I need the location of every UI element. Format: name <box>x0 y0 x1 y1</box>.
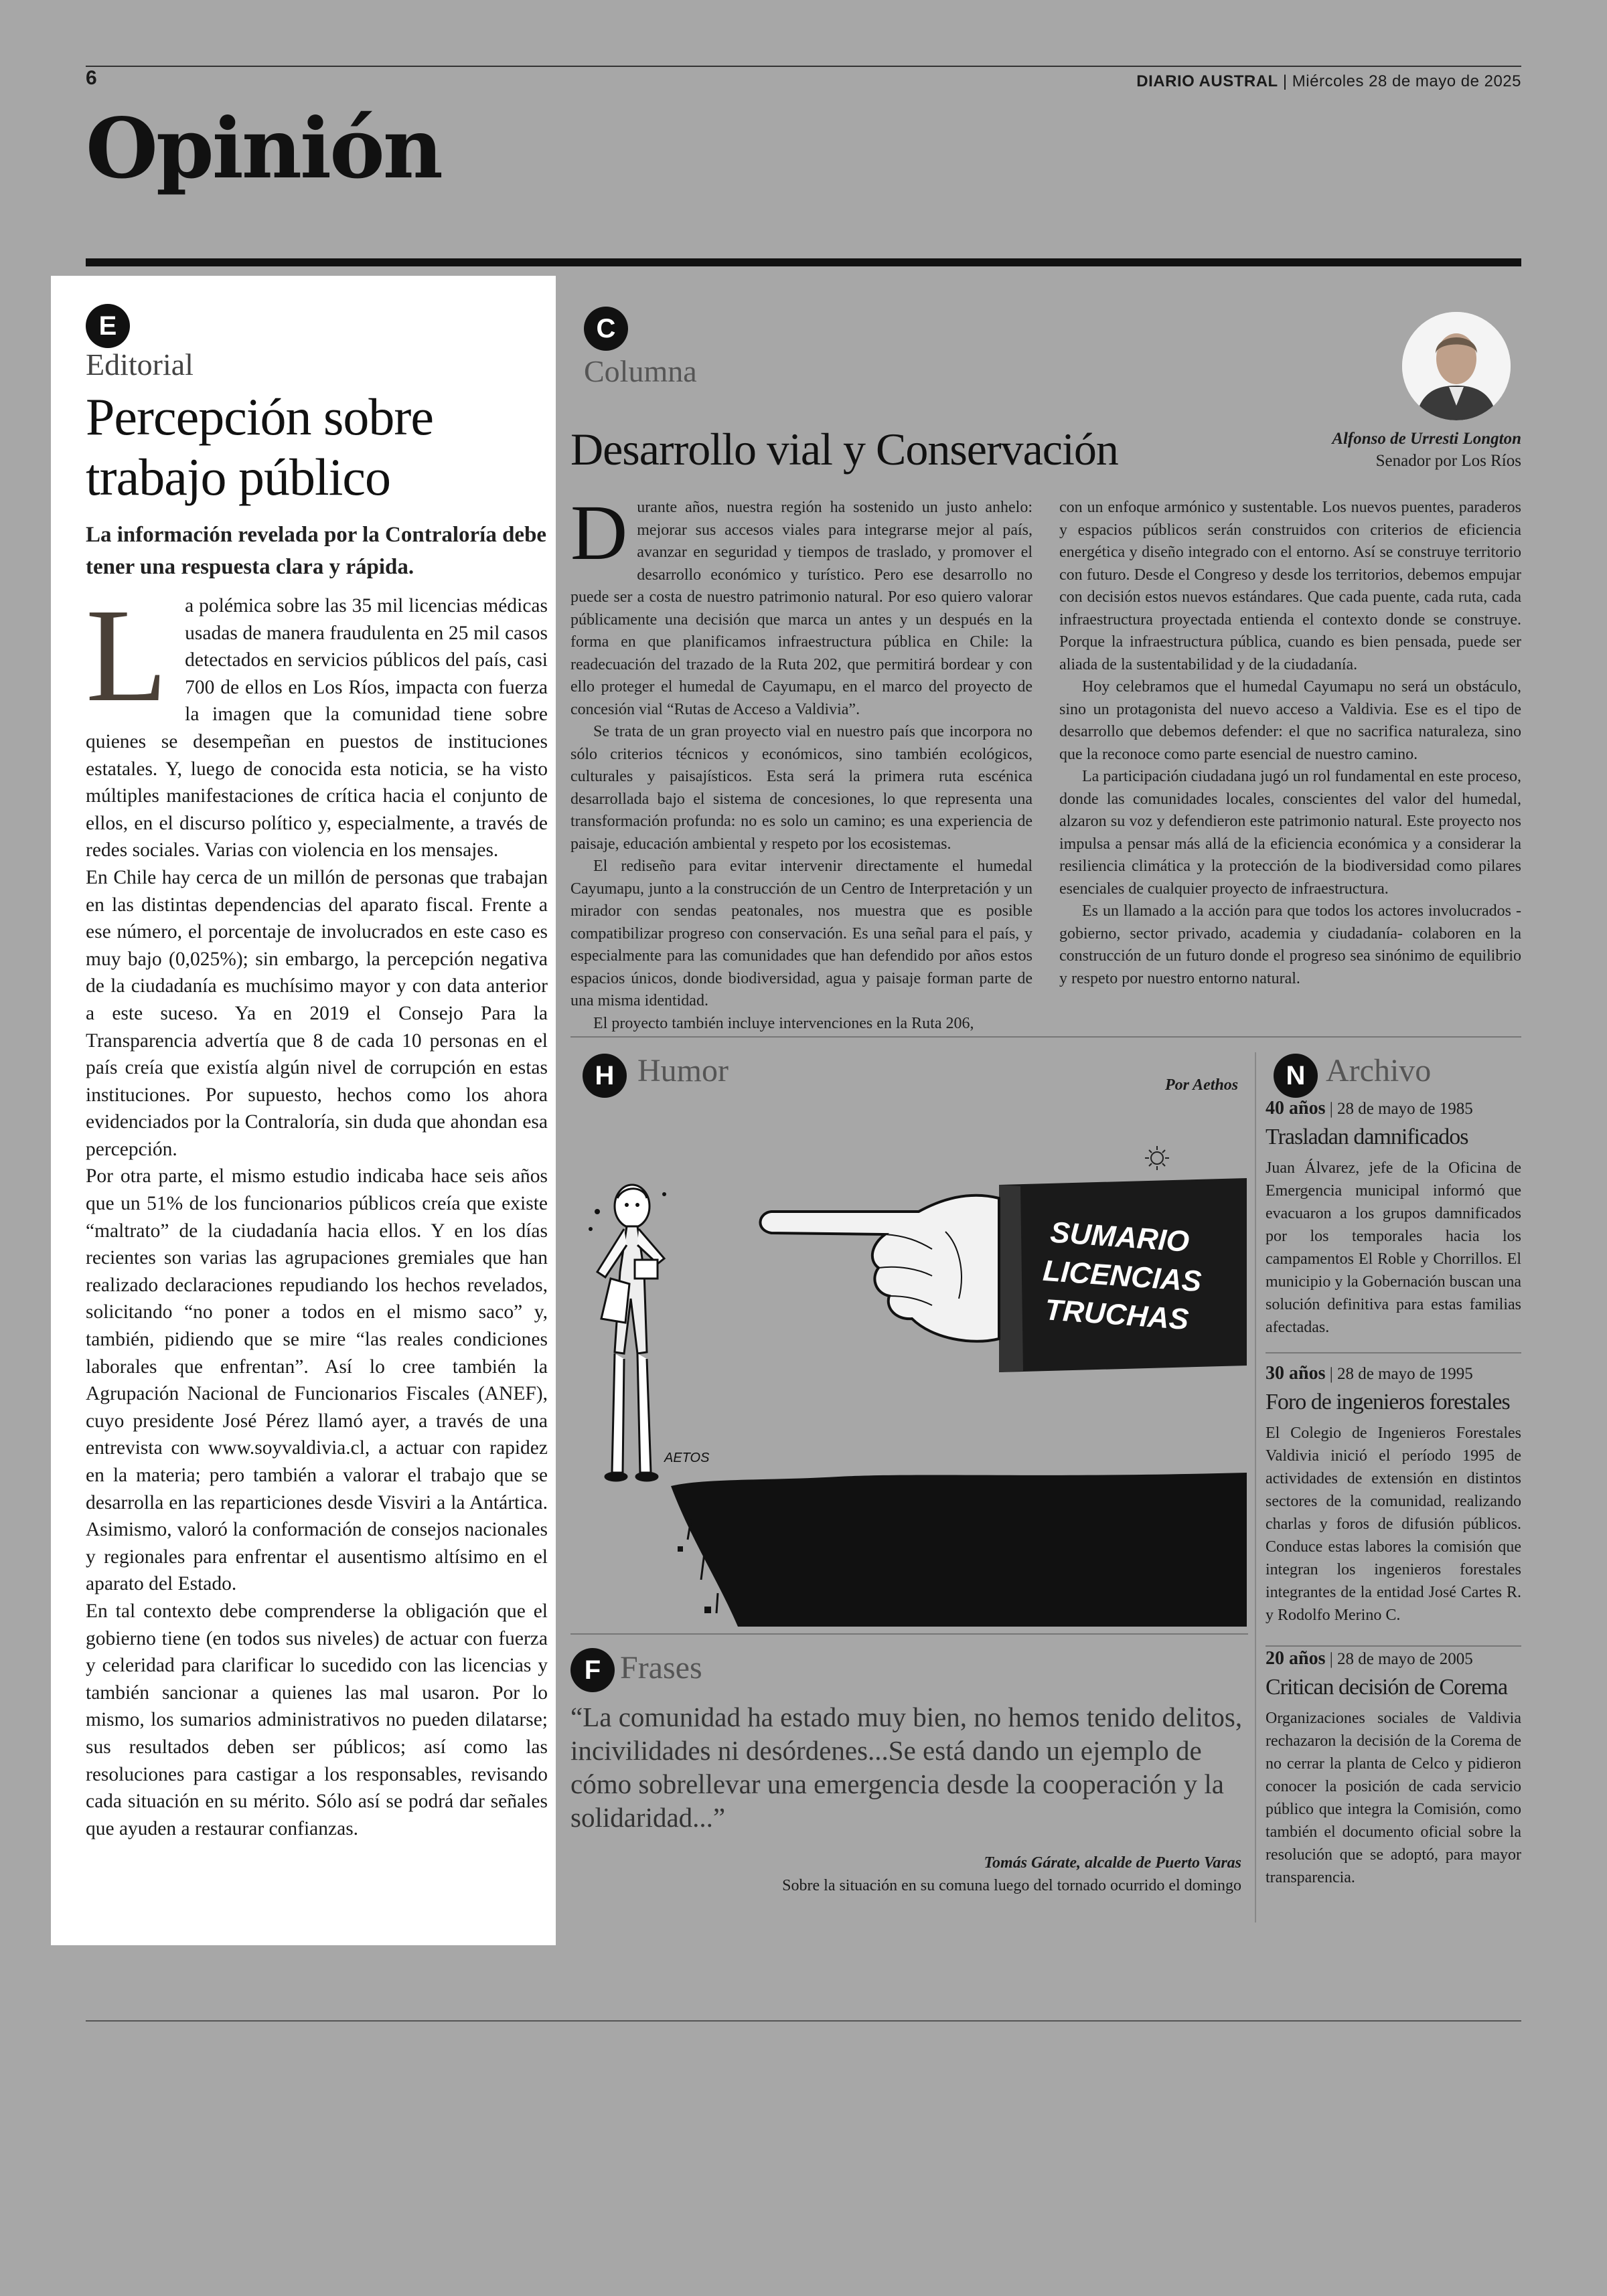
column-drop-cap: D <box>570 489 628 576</box>
author-name: Alfonso de Urresti Longton <box>1332 430 1521 448</box>
column-paragraph: Hoy celebramos que el humedal Cayumapu no será un obstáculo, sino un protagonista del nuevo acceso a Valdivia. Ese es el tipo de desarrollo que debemos defender: el que no sacrifica naturaleza, sino que la reconoce como parte esencial de nuestro camino. <box>1059 678 1521 763</box>
editorial-drop-cap: L <box>86 582 168 730</box>
archivo-badge: N <box>1274 1054 1318 1098</box>
bottom-rule <box>86 2020 1521 2022</box>
editorial-paragraph: Por otra parte, el mismo estudio indicaba hace seis años que un 51% de los funcionarios públicos creía que existe “maltrato” de la ciudadanía hacia ellos. Y en los días recientes son varias las agrupaciones gremiales que han realizado declaraciones repudiando los hechos revelados, solicitando “no poner a todos en el mismo saco” y, también, pidiendo que se mire “las reales condiciones laborales que enfrentan”. Así lo cree también la Agrupación Nacional de Funcionarios Fiscales (ANEF), cuyo presidente José Pérez llamó ayer, a través de una entrevista con www.soyvaldivia.cl, a actuar con rapidez en la materia; pero también a valorar el trabajo que se desarrolla en las reparticiones desde Visviri a la Antártica. Asimismo, valoró la conformación de consejos nacionales y regionales para enfrentar el ausentismo altísimo en el aparato del Estado. <box>86 1165 548 1595</box>
editorial-title-line1: Percepción sobre <box>86 388 433 446</box>
humor-credit: Por Aethos <box>1165 1076 1239 1094</box>
archivo-title: Critican decisión de Corema <box>1266 1675 1508 1700</box>
archivo-date-text: 28 de mayo de 2005 <box>1336 1650 1473 1668</box>
frases-author: Tomás Gárate, alcalde de Puerto Varas <box>984 1854 1241 1872</box>
archivo-text: El Colegio de Ingenieros Forestales Valdivia inició el período 1995 de actividades de extensión en distintos sectores de la comunidad, realizando charlas y foros de difusión públicos. Conduce estas labores la comisión que integran los ingenieros forestales integrantes de la entidad José Cartes R. y Rodolfo Merino C. <box>1266 1424 1521 1624</box>
cartoon-signature: AETOS <box>664 1451 710 1465</box>
issue-date: Miércoles 28 de mayo de 2025 <box>1292 72 1521 90</box>
cliff <box>671 1473 1247 1627</box>
column-paragraph: Se trata de un gran proyecto vial en nuestro país que incorpora no sólo criterios técnicos y económicos, sino también ecológicos, culturales y paisajísticos. Esta será la primera ruta escénica desarrollada bajo el sistema de concesiones, lo que representa una transformación profunda: no es solo un camino; es una experiencia de paisaje, educación ambiental y respeto por los ecosistemas. <box>570 723 1032 853</box>
archivo-date-text: 28 de mayo de 1985 <box>1336 1100 1473 1118</box>
masthead: DIARIO AUSTRAL | Miércoles 28 de mayo de 2025 <box>1136 72 1521 90</box>
editorial-kicker: Editorial <box>86 347 194 382</box>
frases-badge: F <box>570 1648 615 1692</box>
archivo-label: Archivo <box>1326 1053 1432 1088</box>
editorial-badge: E <box>86 304 130 348</box>
column-text-left <box>570 489 1032 1035</box>
archivo-rule <box>1266 1352 1521 1354</box>
archivo-date: 40 años | 28 de mayo de 1985 <box>1266 1098 1473 1119</box>
column-badge: C <box>584 307 628 351</box>
archivo-date: 30 años | 28 de mayo de 1995 <box>1266 1363 1473 1384</box>
archivo-rule <box>1266 1645 1521 1647</box>
frases-label: Frases <box>620 1650 702 1686</box>
editorial-deck: La información revelada por la Contraloría debe tener una respuesta clara y rápida. <box>86 523 547 579</box>
column-paragraph: urante años, nuestra región ha sostenido un justo anhelo: mejorar sus accesos viales para integrarse mejor al país, avanzar en seguridad y tiempos de traslado, y promover el desarrollo económico y turístico. Pero ese desarrollo no puede ser a costa de nuestro patrimonio natural. Por eso quiero valorar públicamente una decisión que marca un antes y un después en la forma en que planificamos infraestructura pública en Chile: la readecuación del trazado de la Ruta 202, que permitirá bordear y con ello proteger el humedal de Cayumapu, en el marco del proyecto de concesión vial “Rutas de Acceso a Valdivia”. <box>570 499 1032 718</box>
sleeve-text-2: LICENCIAS <box>1041 1254 1203 1299</box>
column-title: Desarrollo vial y Conservación <box>570 424 1118 475</box>
column-kicker: Columna <box>584 354 697 388</box>
editorial-title-line2: trabajo público <box>86 448 391 506</box>
vertical-rule <box>1255 1052 1256 1922</box>
column-paragraph: con un enfoque armónico y sustentable. Los nuevos puentes, paraderos y espacios públicos serán construidos con criterios de eficiencia energética y diseño integrado con el entorno. Así se construye territorio con futuro. Desde el Congreso y desde los territorios, debemos empujar con decisión estos nuevos estándares. Que cada puente, cada ruta, cada infraestructura proyectada entienda el contexto donde se construye. Porque la infraestructura pública, cuando es bien pensada, puede ser aliada de la sustentabilidad y de la ciudadanía. <box>1059 499 1521 673</box>
editorial-title <box>86 387 541 507</box>
sleeve-text-1: SUMARIO <box>1049 1216 1191 1258</box>
archivo-item <box>1266 1363 1521 1627</box>
section-rule <box>86 258 1521 266</box>
column-text-right <box>1059 497 1521 990</box>
archivo-date: 20 años | 28 de mayo de 2005 <box>1266 1648 1473 1669</box>
pointing-sleeve <box>999 1178 1247 1372</box>
humor-label: Humor <box>637 1053 729 1088</box>
frases-context: Sobre la situación en su comuna luego del tornado ocurrido el domingo <box>782 1877 1241 1894</box>
page-number: 6 <box>86 67 97 89</box>
section-title: Opinión <box>86 100 441 197</box>
top-rule <box>86 66 1521 67</box>
archivo-item <box>1266 1648 1521 1889</box>
humor-cartoon <box>570 1111 1247 1627</box>
archivo-text: Organizaciones sociales de Valdivia rechazaron la decisión de la Corema de no cerrar la planta de Celco y pidieron conocer la posición de cada servicio público que integra la Comisión, como también el documento oficial sobre la resolución que se adoptó, para mayor transparencia. <box>1266 1710 1521 1886</box>
column-paragraph: Es un llamado a la acción para que todos los actores involucrados -gobierno, sector privado, academia y ciudadanía- colaboren en la construcción de un futuro donde el progreso sea sinónimo de equilibrio y respeto por nuestro entorno natural. <box>1059 902 1521 987</box>
column-paragraph: La participación ciudadana jugó un rol fundamental en este proceso, donde las comunidades locales, conscientes del valor del humedal, alzaron su voz y defendieron este patrimonio natural. Este proyecto nos impulsa a pensar más allá de la eficiencia económica y a considerar la resiliencia climática y la protección de la biodiversidad como pilares esenciales de cualquier proyecto de infraestructura. <box>1059 768 1521 898</box>
archivo-title: Trasladan damnificados <box>1266 1125 1468 1149</box>
frases-quote: “La comunidad ha estado muy bien, no hemos tenido delitos, incivilidades ni desórdenes...Se está dando un ejemplo de cómo sobrellevar una emergencia desde la cooperación y la solidaridad...” <box>570 1702 1243 1833</box>
archivo-years: 30 años <box>1266 1363 1326 1384</box>
archivo-years: 40 años <box>1266 1098 1326 1119</box>
editorial-paragraph: En tal contexto debe comprenderse la obligación que el gobierno tiene (en todos sus niveles) de actuar con fuerza y celeridad para clarificar lo sucedido con las licencias y también sancionar a quienes las mal usaron. Por lo mismo, los sumarios administrativos no pueden dilatarse; sus resultados deben ser públicos; así como las resoluciones para castigar a los responsables, revisando cada situación en su mérito. Sólo así se podrá dar señales que ayuden a restaurar confianzas. <box>86 1600 548 1839</box>
author-role: Senador por Los Ríos <box>1375 452 1521 470</box>
archivo-date-text: 28 de mayo de 1995 <box>1336 1365 1473 1383</box>
author-photo <box>1402 312 1511 420</box>
worried-man <box>597 1185 664 1481</box>
archivo-text: Juan Álvarez, jefe de la Oficina de Emergencia municipal informó que evacuaron a los grupos damnificados por los temporales hacia los campamentos El Roble y Chorrillos. El municipio y la Gobernación buscan una solución definitiva para estas familias afectadas. <box>1266 1159 1521 1336</box>
humor-rule <box>570 1633 1248 1635</box>
sleeve-text-3: TRUCHAS <box>1043 1293 1190 1337</box>
archivo-years: 20 años <box>1266 1648 1326 1669</box>
editorial-paragraph: En Chile hay cerca de un millón de personas que trabajan en las distintas dependencias del aparato fiscal. Frente a ese número, el porcentaje de involucrados en este caso es muy bajo (0,025%); sin embargo, la percepción negativa de la ciudadanía es muchísimo mayor y con data anterior a este suceso. Ya en 2019 el Consejo Para la Transparencia advertía que 8 de cada 10 personas en el país creía que existía algún nivel de corrupción en estas instituciones. Por supuesto, hechos como los ahora evidenciados por la Contraloría, sin duda que ahondan esa percepción. <box>86 866 548 1160</box>
archivo-item <box>1266 1098 1521 1339</box>
sun-icon <box>1145 1146 1169 1170</box>
column-rule <box>570 1036 1521 1038</box>
author-portrait-icon <box>1402 312 1511 420</box>
archivo-title: Foro de ingenieros forestales <box>1266 1390 1510 1414</box>
column-paragraph: El rediseño para evitar intervenir directamente el humedal Cayumapu, junto a la construcción de un Centro de Interpretación y un mirador con sendas peatonales, nos muestra que es posible compatibilizar progreso con conservación. Es una señal para el país, y especialmente para las comunidades que han defendido por años estos espacios únicos, donde biodiversidad, agua y paisaje forman parte de una misma identidad. <box>570 857 1032 1009</box>
humor-badge: H <box>583 1054 627 1098</box>
editorial-paragraph: a polémica sobre las 35 mil licencias médicas usadas de manera fraudulenta en 25 mil casos detectados en servicios públicos del país, casi 700 de ellos en Los Ríos, impacta con fuerza la imagen que la comunidad tiene sobre quienes se desempeñan en puestos de instituciones estatales. Y, luego de conocida esta noticia, se ha visto múltiples manifestaciones de crítica hacia el conjunto de ellos, en el discurso político y, especialmente, a través de redes sociales. Varias con violencia en los mensajes. <box>86 595 548 862</box>
column-paragraph: El proyecto también incluye intervenciones en la Ruta 206, <box>593 1014 974 1032</box>
newspaper-name: DIARIO AUSTRAL <box>1136 72 1278 90</box>
editorial-body <box>86 582 548 1842</box>
